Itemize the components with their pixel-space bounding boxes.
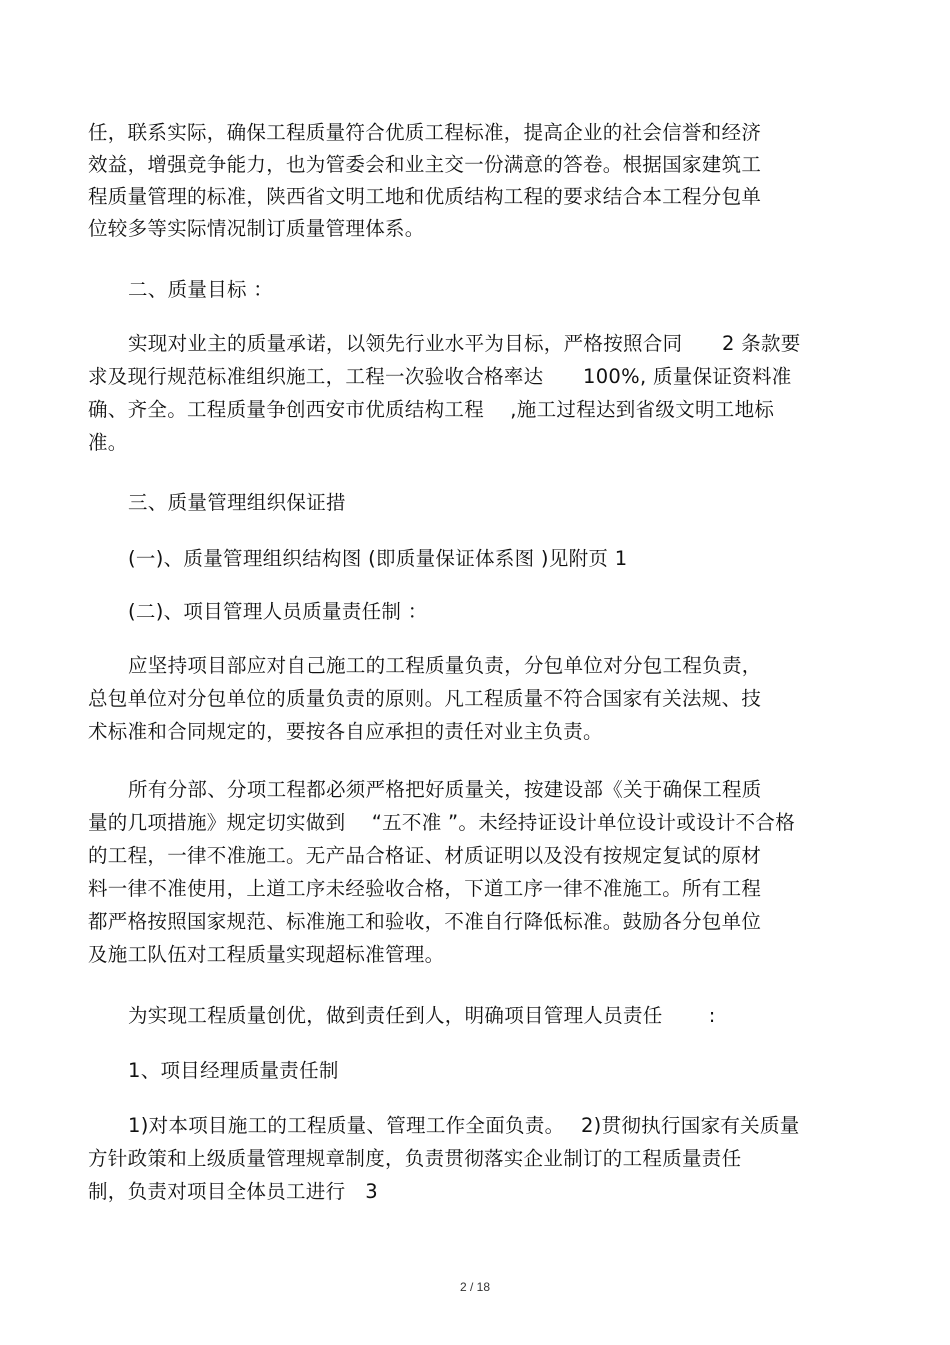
text-line: 所有分部、分项工程都必须严格把好质量关，按建设部《关于确保工程质 [128,778,762,801]
text-line: 实现对业主的质量承诺，以领先行业水平为目标，严格按照合同 2 条款要 [128,332,801,355]
text-line: 术标准和合同规定的，要按各自应承担的责任对业主负责。 [88,720,603,743]
subsection-heading: 1、项目经理质量责任制 [128,1059,339,1082]
text-line: 1)对本项目施工的工程质量、管理工作全面负责。 2)贯彻执行国家有关质量 [128,1114,800,1137]
text-line: 量的几项措施》规定切实做到 “五不准 ”。未经持证设计单位设计或设计不合格 [88,811,796,834]
text-line: 位较多等实际情况制订质量管理体系。 [88,217,425,240]
page-indicator: 2 / 18 [459,1280,491,1294]
subsection-heading: (一)、质量管理组织结构图 (即质量保证体系图 )见附页 1 [128,547,628,570]
text-line: 应坚持项目部应对自己施工的工程质量负责，分包单位对分包工程负责， [128,654,762,677]
subsection-heading: (二)、项目管理人员质量责任制 ： [128,600,428,623]
text-line: 都严格按照国家规范、标准施工和验收，不准自行降低标准。鼓励各分包单位 [88,910,762,933]
section-heading: 二、质量目标 ： [128,278,274,301]
text-line: 方针政策和上级质量管理规章制度，负责贯彻落实企业制订的工程质量责任 [88,1147,742,1170]
text-line: 为实现工程质量创优，做到责任到人，明确项目管理人员责任 : [128,1004,716,1027]
text-line: 确、齐全。工程质量争创西安市优质结构工程 ,施工过程达到省级文明工地标 [88,398,775,421]
text-line: 总包单位对分包单位的质量负责的原则。凡工程质量不符合国家有关法规、技 [88,687,762,710]
text-line: 制，负责对项目全体员工进行 3 [88,1180,378,1203]
text-line: 及施工队伍对工程质量实现超标准管理。 [88,943,445,966]
text-line: 的工程，一律不准施工。无产品合格证、材质证明以及没有按规定复试的原材 [88,844,762,867]
text-line: 程质量管理的标准，陕西省文明工地和优质结构工程的要求结合本工程分包单 [88,185,762,208]
text-line: 效益，增强竞争能力，也为管委会和业主交一份满意的答卷。根据国家建筑工 [88,153,762,176]
text-line: 求及现行规范标准组织施工，工程一次验收合格率达 100%, 质量保证资料准 [88,365,792,388]
text-line: 准。 [88,431,128,454]
text-line: 任，联系实际，确保工程质量符合优质工程标准，提高企业的社会信誉和经济 [88,121,762,144]
text-line: 料一律不准使用，上道工序未经验收合格，下道工序一律不准施工。所有工程 [88,877,762,900]
section-heading: 三、质量管理组织保证措 [128,491,346,514]
